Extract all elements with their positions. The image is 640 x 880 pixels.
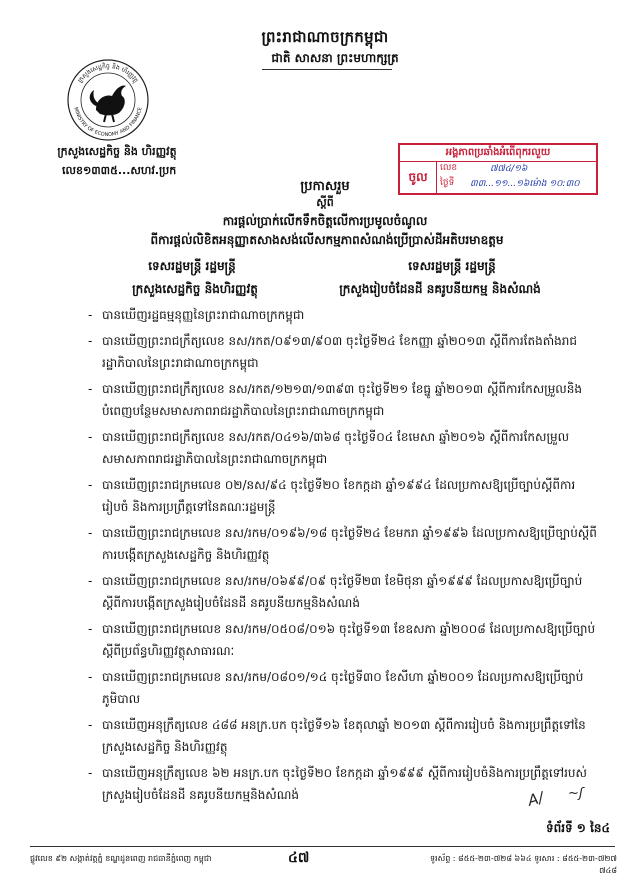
footer-contact: ទូរស័ព្ទ : ៨៥៥-២៣-៧២៨ ៦៦៤ ទូរសារ : ៨៥៥-២៣-៧២៧ ៧៤៨: [429, 854, 617, 875]
logo-top-text: ក្រសួងសេដ្ឋកិច្ច និង ហិរញ្ញវត្ថុ: [76, 62, 140, 85]
document-subject-label: ស្តីពី: [316, 196, 334, 209]
list-item: - បានឃើញព្រះរាជក្រមលេខ នស/រកម/០៦៩៩/០៩ ចុះថ្ងៃទី២៣ ខែមិថុនា ឆ្នាំ១៩៩៩ ដែលប្រកាសឱ្យប្រើច្បាប់ស្តីពីការបង្កើតក្រសួងរៀបចំដែនដី នគរូបនីយកម្មនិងសំណង់: [88, 570, 598, 614]
ministry-logo: [66, 58, 150, 142]
minister-left-ministry: ក្រសួងសេដ្ឋកិច្ច និងហិរញ្ញវត្ថុ: [132, 282, 258, 296]
stamp-title: អង្គភាពប្រឆាំងអំពើពុករលួយ: [400, 145, 596, 162]
stamp-side-label: ចូល: [400, 161, 437, 193]
minister-right-ministry: ក្រសួងរៀបចំដែនដី នគរូបនីយកម្ម និងសំណង់: [339, 282, 541, 296]
stamp-number-label: លេខ: [440, 163, 458, 173]
svg-text:ក្រសួងសេដ្ឋកិច្ច និង ហិរញ្ញវត្: [77, 62, 140, 85]
list-item: - បានឃើញព្រះរាជក្រមលេខ នស/រកម/០៥០៨/០១៦ ចុះថ្ងៃទី១៣ ខែឧសភា ឆ្នាំ២០០៨ ដែលប្រកាសឱ្យប្រើច្បាប់ស្តីពីប្រព័ន្ធហិរញ្ញវត្ថុសាធារណៈ: [88, 618, 598, 662]
list-item: - បានឃើញអនុក្រឹត្យលេខ ៤៨៨ អនក្រ.បក ចុះថ្ងៃទី១៦ ខែតុលាឆ្នាំ ២០១៣ ស្តីពីការរៀបចំ និងការប្រព្រឹត្តទៅនៃក្រសួងសេដ្ឋកិច្ច និងហិរញ្ញវត្ថុ: [88, 714, 598, 758]
stamp-date-label: ថ្ងៃទី: [440, 178, 455, 188]
handwritten-signature: ~ʃ: [568, 786, 584, 801]
national-motto: ជាតិ សាសនា ព្រះមហាក្សត្រ: [271, 51, 399, 65]
received-stamp: [398, 143, 598, 195]
ministry-name: ក្រសួងសេដ្ឋកិច្ច និង ហិរញ្ញវត្ថុ: [57, 145, 177, 158]
minister-right-title: ទេសរដ្ឋមន្ត្រី រដ្ឋមន្ត្រី: [408, 259, 496, 273]
document-title-line-2: ពីការផ្តល់លិខិតអនុញ្ញាតសាងសង់លើសកម្មភាពសំណង់ប្រើប្រាស់ដីអតិបរមាឧត្តម: [150, 233, 504, 247]
kingdom-heading: ព្រះរាជាណាចក្រកម្ពុជា: [261, 28, 389, 46]
list-item: - បានឃើញព្រះរាជក្រឹត្យលេខ នស/រកត/០៩១៣/៩០៣ ចុះថ្ងៃទី២៤ ខែកញ្ញា ឆ្នាំ២០១៣ ស្តីពីការតែងតាំងរាជរដ្ឋាភិបាលនៃព្រះរាជាណាចក្រកម្ពុជា: [88, 330, 598, 374]
stamp-date-value: ៣៣...១១...១៦ម៉ោង ១០:៣០: [470, 179, 580, 189]
list-item: - បានឃើញរដ្ឋធម្មនុញ្ញនៃព្រះរាជាណាចក្រកម្ពុជា: [88, 304, 598, 326]
footer-address: ផ្លូវលេខ ៩២ សង្កាត់វត្តភ្នំ ខណ្ឌដូនពេញ រាជធានីភ្នំពេញ កម្ពុជា: [30, 854, 212, 863]
legal-basis-list: [88, 304, 598, 810]
page-number: ទំព័រទី ១ នៃ៤: [545, 821, 610, 835]
list-item: - បានឃើញព្រះរាជក្រមលេខ ០២/នស/៩៤ ចុះថ្ងៃទី២០ ខែកក្កដា ឆ្នាំ១៩៩៤ ដែលប្រកាសឱ្យប្រើច្បាប់ស្តីពីការរៀបចំ និងការប្រព្រឹត្តទៅនៃគណៈរដ្ឋមន្ត្រី: [88, 474, 598, 518]
list-item: - បានឃើញអនុក្រឹត្យលេខ ៦២ អនក្រ.បក ចុះថ្ងៃទី២០ ខែកក្កដា ឆ្នាំ១៩៩៩ ស្តីពីការរៀបចំនិងការប្រព្រឹត្តទៅរបស់ក្រសួងរៀបចំដែនដី នគរូបនីយកម្មនិងសំណង់: [88, 762, 598, 806]
footer-divider: [30, 846, 615, 847]
stamp-number-value: ៧៧៤/១៦: [490, 164, 528, 174]
list-item: - បានឃើញព្រះរាជក្រមលេខ នស/រកម/០៨០១/១៤ ចុះថ្ងៃទី៣០ ខែសីហា ឆ្នាំ២០០១ ដែលប្រកាសឱ្យប្រើច្បាប់ភូមិបាល: [88, 666, 598, 710]
logo-bottom-text: MINISTRY OF ECONOMY AND FINANCE: [72, 106, 144, 139]
header-divider: [262, 69, 392, 70]
list-item: - បានឃើញព្រះរាជក្រឹត្យលេខ នស/រកត/០៤១៦/៣៦៨ ចុះថ្ងៃទី០៤ ខែមេសា ឆ្នាំ២០១៦ ស្តីពីការកែសម្រួលសមាសភាពរាជរដ្ឋាភិបាលនៃព្រះរាជាណាចក្រកម្ពុជា: [88, 426, 598, 470]
reference-number: លេខ១៣៣៥...សហវ.ប្រក: [62, 164, 177, 177]
minister-left-title: ទេសរដ្ឋមន្ត្រី រដ្ឋមន្ត្រី: [148, 259, 236, 273]
initial-signature: A/: [525, 788, 546, 810]
list-item: - បានឃើញព្រះរាជក្រឹត្យលេខ នស/រកត/១២១៣/១៣៩៣ ចុះថ្ងៃទី២១ ខែធ្នូ ឆ្នាំ២០១៣ ស្តីពីការកែសម្រួលនិងបំពេញបន្ថែមសមាសភាពរាជរដ្ឋាភិបាលនៃព្រះរាជាណាចក្រកម្ពុជា: [88, 378, 598, 422]
document-title-line-1: ការផ្តល់ប្រាក់លើកទឹកចិត្តលើការប្រមូលចំណូល: [222, 214, 428, 228]
document-type: ប្រកាសរួម: [300, 179, 350, 194]
list-item: - បានឃើញព្រះរាជក្រមលេខ នស/រកម/០១៩៦/១៨ ចុះថ្ងៃទី២៤ ខែមករា ឆ្នាំ១៩៩៦ ដែលប្រកាសឱ្យប្រើច្បាប់ស្តីពីការបង្កើតក្រសួងសេដ្ឋកិច្ច និងហិរញ្ញវត្ថុ: [88, 522, 598, 566]
footer-mark: ៤៧: [288, 850, 310, 866]
